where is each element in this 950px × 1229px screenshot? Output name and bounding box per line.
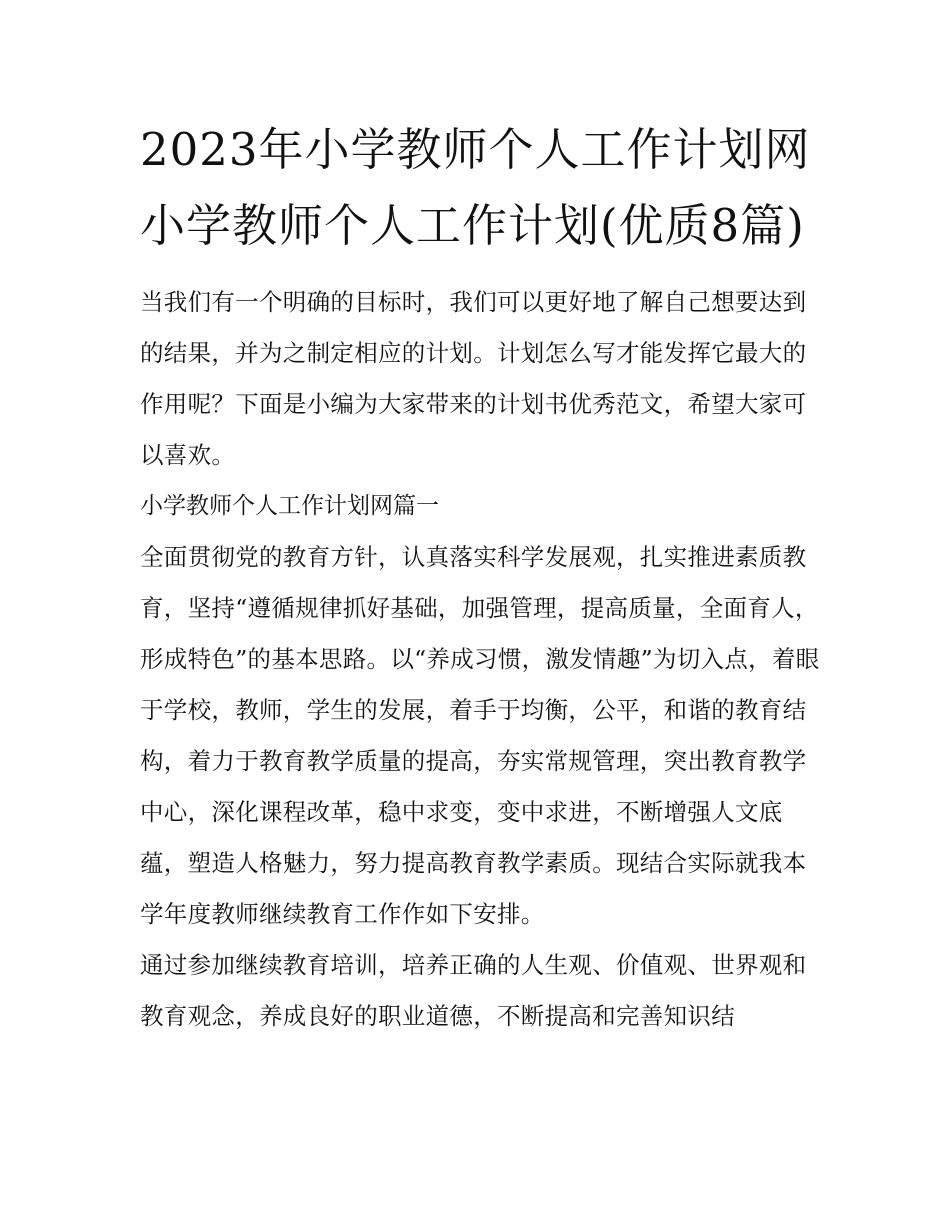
document-title: 2023年小学教师个人工作计划网 小学教师个人工作计划(优质8篇): [140, 123, 811, 252]
document-page: [140, 112, 820, 1042]
body-paragraph-1: 全面贯彻党的教育方针，认真落实科学发展观，扎实推进素质教育，坚持“遵循规律抓好基础，加强管理，提高质量，全面育人，形成特色”的基本思路。以“养成习惯，激发情趣”为切入点，着眼于学校，教师，学生的发展，着手于均衡，公平，和谐的教育结构，着力于教育教学质量的提高，夯实常规管理，突出教育教学中心，深化课程改革，稳中求变，变中求进，不断增强人文底蕴，塑造人格魅力，努力提高教育教学素质。现结合实际就我本学年度教师继续教育工作作如下安排。: [140, 543, 820, 928]
section-heading: 小学教师个人工作计划网篇一: [140, 493, 439, 519]
body-paragraph-2: 通过参加继续教育培训，培养正确的人生观、价值观、世界观和教育观念，养成良好的职业道德，不断提高和完善知识结: [140, 951, 807, 1030]
intro-paragraph: 当我们有一个明确的目标时，我们可以更好地了解自己想要达到的结果，并为之制定相应的计划。计划怎么写才能发挥它最大的作用呢？下面是小编为大家带来的计划书优秀范文，希望大家可以喜欢。: [140, 288, 807, 469]
